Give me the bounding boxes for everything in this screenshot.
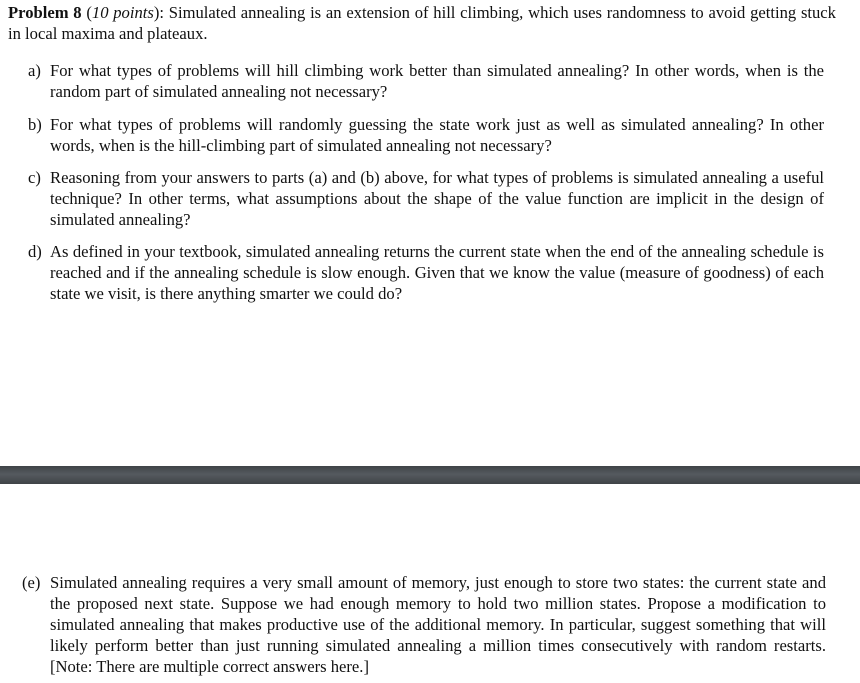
part-e-label: (e) xyxy=(22,573,41,592)
problem-points: 10 points xyxy=(91,3,154,22)
part-c-text: Reasoning from your answers to parts (a) and (b) above, for what types of problems is simulated annealing a useful technique? In other terms, what assumptions about the shape of the value function are implicit in the design of simulated annealing? xyxy=(50,168,824,229)
page-divider xyxy=(0,466,860,484)
question-part-a xyxy=(28,60,824,102)
part-e-text: Simulated annealing requires a very small amount of memory, just enough to store two states: the current state and the proposed next state. Suppose we had enough memory to hold two million states. Propose a modification to simulated annealing that makes productive use of the additional memory. In particular, suggest something that will likely perform better than just running simulated annealing a million times consecutively with random restarts. [Note: There are multiple correct answers here.] xyxy=(50,573,826,676)
part-b-text: For what types of problems will randomly guessing the state work just as well as simulated annealing? In other words, when is the hill-climbing part of simulated annealing not necessary? xyxy=(50,115,824,155)
part-d-label: d) xyxy=(28,242,42,261)
problem-number: Problem 8 xyxy=(8,3,82,22)
part-a-text: For what types of problems will hill climbing work better than simulated annealing? In other words, when is the random part of simulated annealing not necessary? xyxy=(50,61,824,101)
problem-intro: Simulated annealing is an extension of hill climbing, which uses randomness to avoid getting stuck in local maxima and plateaux. xyxy=(8,3,836,43)
part-c-label: c) xyxy=(28,168,41,187)
problem-statement: Problem 8 (10 points): Simulated annealing is an extension of hill climbing, which uses randomness to avoid getting stuck in local maxima and plateaux. xyxy=(8,3,836,43)
question-part-d xyxy=(28,241,824,304)
question-part-e xyxy=(22,572,826,677)
question-part-b xyxy=(28,114,824,156)
part-b-label: b) xyxy=(28,115,42,134)
part-d-text: As defined in your textbook, simulated annealing returns the current state when the end of the annealing schedule is reached and if the annealing schedule is slow enough. Given that we know the value (measure of goodness) of each state we visit, is there anything smarter we could do? xyxy=(50,242,824,303)
part-a-label: a) xyxy=(28,61,41,80)
question-part-c xyxy=(28,167,824,230)
